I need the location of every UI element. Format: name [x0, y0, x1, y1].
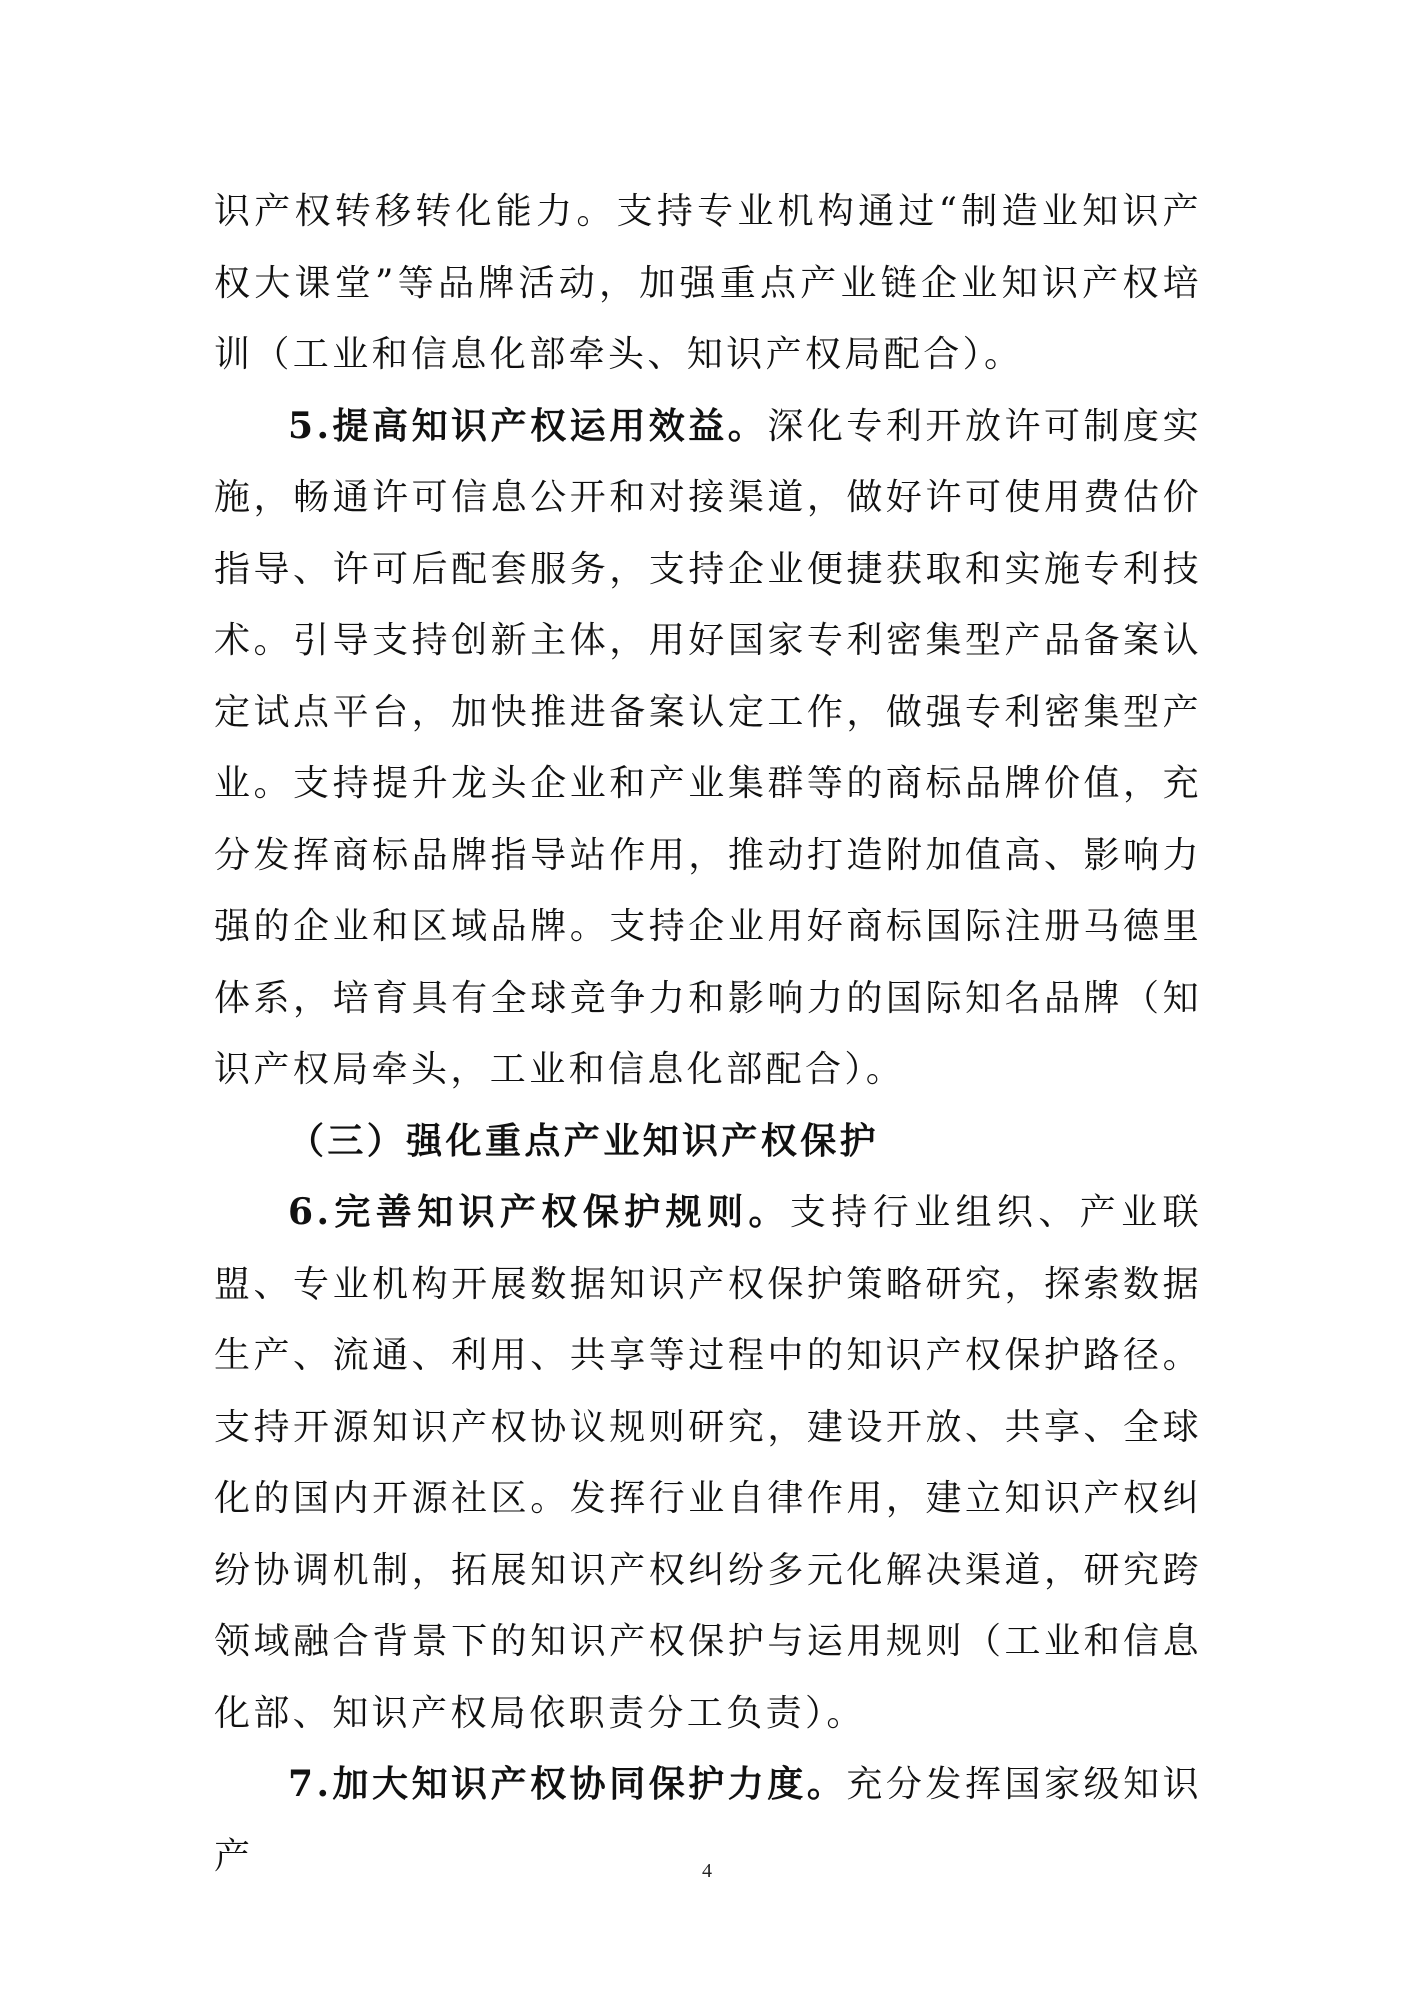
paragraph-text: 支持行业组织、产业联盟、专业机构开展数据知识产权保护策略研究，探索数据生产、流通、利用、共享等过程中的知识产权保护路径。支持开源知识产权协议规则研究，建设开放、共享、全球化的国内开源社区。发挥行业自律作用，建立知识产权纠纷协调机制，拓展知识产权纠纷多元化解决渠道，研究跨领域融合背景下的知识产权保护与运用规则（工业和信息化部、知识产权局依职责分工负责）。 [214, 1192, 1202, 1734]
paragraph-5 [214, 391, 1202, 1106]
paragraph-lead: 5.提高知识产权运用效益。 [288, 404, 768, 447]
paragraph-text: 深化专利开放许可制度实施，畅通许可信息公开和对接渠道，做好许可使用费估价指导、许可后配套服务，支持企业便捷获取和实施专利技术。引导支持创新主体，用好国家专利密集型产品备案认定试点平台，加快推进备案认定工作，做强专利密集型产业。支持提升龙头企业和产业集群等的商标品牌价值，充分发挥商标品牌指导站作用，推动打造附加值高、影响力强的企业和区域品牌。支持企业用好商标国际注册马德里体系，培育具有全球竞争力和影响力的国际知名品牌（知识产权局牵头，工业和信息化部配合）。 [214, 405, 1202, 1090]
paragraph-text: 充分发挥国家级知识产 [214, 1764, 1202, 1877]
body-text [214, 176, 1202, 1892]
paragraph-continuation [214, 176, 1202, 391]
paragraph-text: 识产权转移转化能力。支持专业机构通过“制造业知识产权大课堂”等品牌活动，加强重点产业链企业知识产权培训（工业和信息化部牵头、知识产权局配合）。 [214, 191, 1202, 375]
paragraph-6 [214, 1177, 1202, 1749]
paragraph-lead: 6.完善知识产权保护规则。 [288, 1191, 790, 1233]
section-heading: （三）强化重点产业知识产权保护 [288, 1119, 880, 1162]
paragraph-lead: 7.加大知识产权协同保护力度。 [288, 1763, 847, 1805]
page-number: 4 [702, 1860, 712, 1882]
